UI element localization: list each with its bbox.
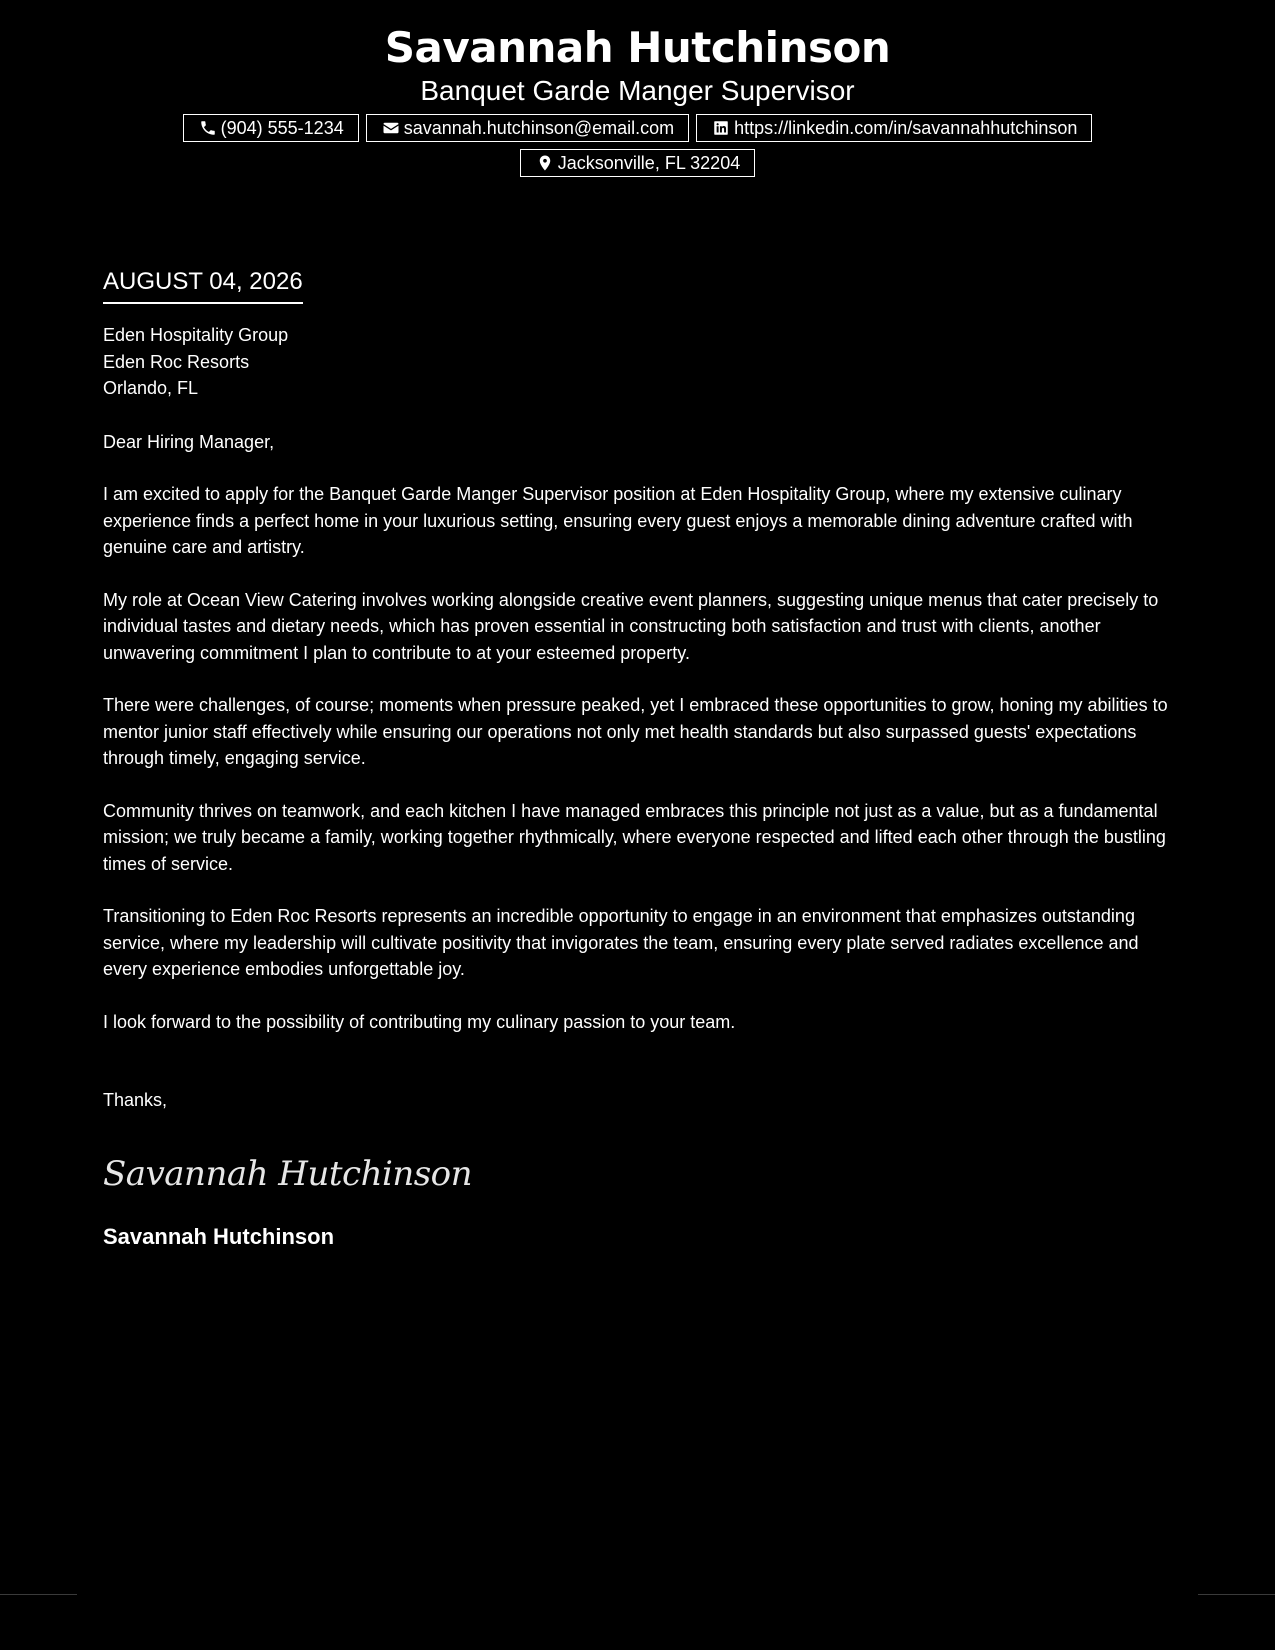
- handwritten-signature: Savannah Hutchinson: [103, 1153, 473, 1194]
- envelope-icon: [381, 118, 401, 138]
- applicant-role: Banquet Garde Manger Supervisor: [420, 75, 855, 106]
- letter-date: AUGUST 04, 2026: [103, 266, 303, 304]
- body-paragraph: Community thrives on teamwork, and each kitchen I have managed embraces this principle not just as a value, but as a fundamental mission; we truly became a family, working together rhythmically, where everyone respected and lifted each other through the bustling times of service.: [103, 800, 1166, 874]
- linkedin-text: https://linkedin.com/in/savannahhutchinson: [734, 117, 1078, 138]
- footer-divider-right: [1198, 1594, 1275, 1595]
- map-pin-icon: [535, 153, 555, 173]
- email-chip[interactable]: [366, 114, 689, 142]
- contact-row-2: [0, 149, 1275, 177]
- salutation: Dear Hiring Manager,: [103, 431, 275, 452]
- letter-body: [103, 266, 1173, 1252]
- body-paragraph: My role at Ocean View Catering involves working alongside creative event planners, suggesting unique menus that cater precisely to individual tastes and dietary needs, which has proven essential in constructing both satisfaction and trust with clients, another unwavering commitment I plan to contribute to at your esteemed property.: [103, 589, 1159, 663]
- recipient-division: Eden Roc Resorts: [103, 351, 250, 372]
- recipient-company: Eden Hospitality Group: [103, 325, 289, 345]
- phone-text: (904) 555-1234: [220, 117, 344, 138]
- applicant-name: Savannah Hutchinson: [384, 23, 891, 72]
- recipient-location: Orlando, FL: [103, 378, 199, 398]
- body-paragraph: Transitioning to Eden Roc Resorts represents an incredible opportunity to engage in an environment that emphasizes outstanding service, where my leadership will cultivate positivity that invigorates the team, ensuring every plate served radiates excellence and every experience embodies unforgettable joy.: [103, 906, 1139, 979]
- body-paragraph: There were challenges, of course; moments when pressure peaked, yet I embraced these opportunities to grow, honing my abilities to mentor junior staff effectively while ensuring our operations not only met health standards but also surpassed guests' expectations through timely, engaging service.: [103, 695, 1168, 768]
- location-chip: [520, 149, 755, 177]
- body-paragraph: I look forward to the possibility of contributing my culinary passion to your team.: [103, 1011, 736, 1032]
- linkedin-chip[interactable]: [696, 114, 1092, 142]
- letter-header: [0, 22, 1275, 177]
- location-text: Jacksonville, FL 32204: [557, 152, 741, 173]
- phone-icon: [198, 118, 218, 138]
- signer-name: Savannah Hutchinson: [103, 1223, 335, 1249]
- contact-row: [0, 114, 1275, 142]
- body-paragraph: I am excited to apply for the Banquet Garde Manger Supervisor position at Eden Hospitality Group, where my extensive culinary experience finds a perfect home in your luxurious setting, ensuring every guest enjoys a memorable dining adventure crafted with genuine care and artistry.: [103, 484, 1133, 557]
- phone-chip[interactable]: [183, 114, 359, 142]
- linkedin-icon: [711, 118, 731, 138]
- footer-divider-left: [0, 1594, 77, 1595]
- recipient-block: [103, 322, 1173, 402]
- closing: Thanks,: [103, 1090, 168, 1110]
- email-text: savannah.hutchinson@email.com: [403, 117, 675, 138]
